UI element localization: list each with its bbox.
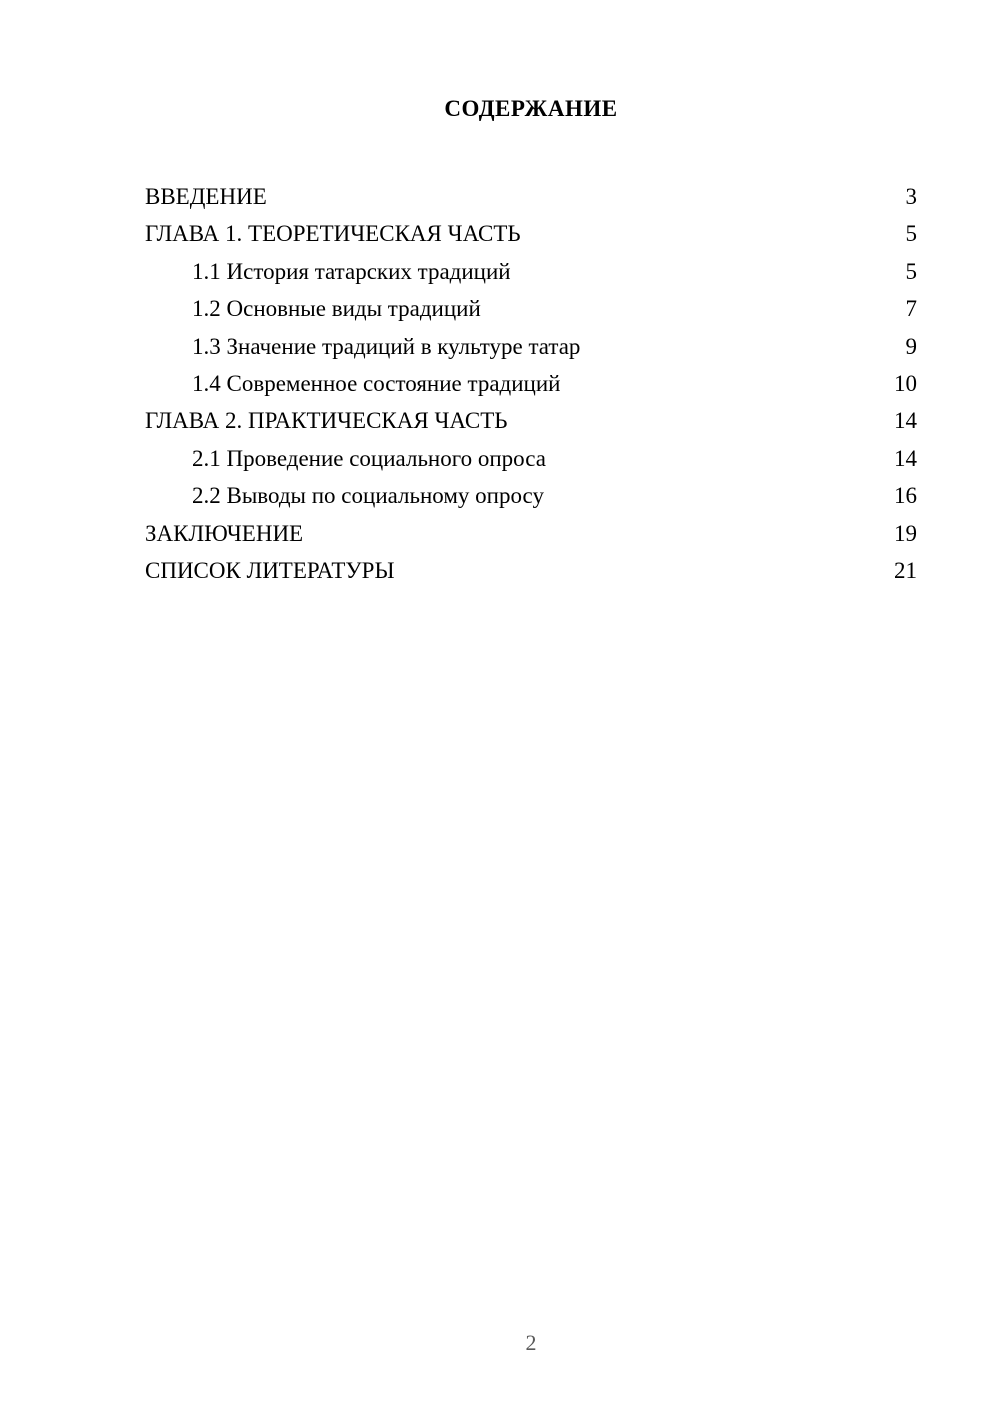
toc-entry-label: 2.2 Выводы по социальному опросу [192, 483, 544, 509]
toc-entry-page-number: 19 [894, 520, 917, 546]
toc-entry-page-number: 5 [905, 258, 917, 284]
toc-entry [145, 178, 917, 215]
toc-entry-label: ГЛАВА 2. ПРАКТИЧЕСКАЯ ЧАСТЬ [145, 408, 508, 434]
page-content [145, 0, 917, 589]
toc-entry [145, 552, 917, 589]
toc-entry-page-number: 14 [894, 408, 917, 434]
toc-entry-page-number: 14 [894, 445, 917, 471]
toc-entry-page-number: 7 [905, 296, 917, 322]
toc-entry-label: 1.2 Основные виды традиций [192, 296, 481, 322]
toc-entry-label: 2.1 Проведение социального опроса [192, 445, 546, 471]
toc-entry-page-number: 5 [905, 221, 917, 247]
toc-entry-label: ЗАКЛЮЧЕНИЕ [145, 520, 304, 546]
toc-entry [145, 515, 917, 552]
toc-entry [145, 440, 917, 477]
toc-entry-label: ГЛАВА 1. ТЕОРЕТИЧЕСКАЯ ЧАСТЬ [145, 221, 521, 247]
toc-entry [145, 477, 917, 514]
toc-entry [145, 328, 917, 365]
footer-page-number: 2 [525, 1330, 537, 1355]
toc-entry-page-number: 16 [894, 483, 917, 509]
toc-entry-label: СПИСОК ЛИТЕРАТУРЫ [145, 558, 395, 584]
toc-entry-label: 1.3 Значение традиций в культуре татар [192, 333, 581, 359]
toc-entry-label: ВВЕДЕНИЕ [145, 184, 267, 209]
toc-entry-page-number: 10 [894, 371, 917, 397]
toc-entry-label: 1.1 История татарских традиций [192, 258, 511, 284]
toc-entry [145, 402, 917, 439]
toc-entry [145, 253, 917, 290]
page-title: СОДЕРЖАНИЕ [444, 96, 618, 121]
toc-entry-page-number: 9 [905, 333, 917, 359]
toc-entry [145, 215, 917, 252]
toc-entry [145, 365, 917, 402]
toc-entry [145, 290, 917, 327]
toc-entry-label: 1.4 Современное состояние традиций [192, 371, 561, 397]
toc-list [145, 178, 917, 589]
toc-entry-page-number: 3 [905, 184, 917, 209]
toc-entry-page-number: 21 [894, 558, 917, 584]
